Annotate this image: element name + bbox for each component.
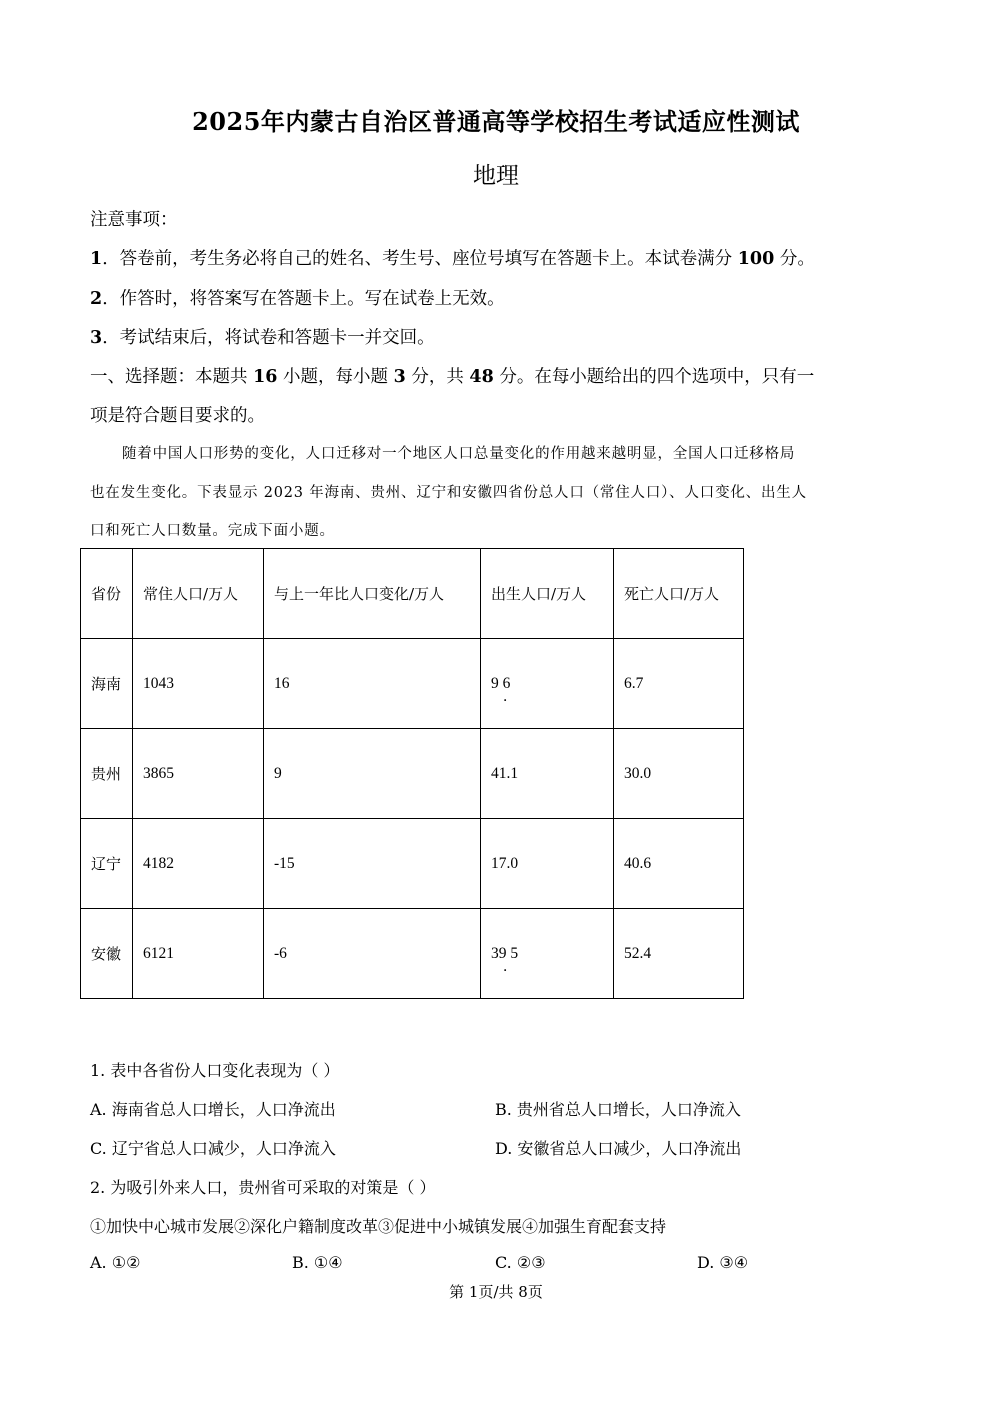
table-row: [81, 819, 744, 909]
cell-births: 39 5 ．: [481, 909, 614, 999]
table-row: [81, 909, 744, 999]
subject-title: 地理: [473, 163, 519, 189]
question-1-option-a[interactable]: A. 海南省总人口增长，人口净流出: [90, 1100, 336, 1119]
page-number: 第 1页/共 8页: [449, 1283, 543, 1301]
header-deaths: 死亡人口/万人: [614, 549, 744, 639]
question-1-option-d[interactable]: D. 安徽省总人口减少，人口净流出: [495, 1139, 742, 1158]
passage-line-2: 也在发生变化。下表显示 2023 年海南、贵州、辽宁和安徽四省份总人口（常住人口）、人口变化、出生人: [90, 485, 807, 501]
question-2-option-a[interactable]: A. ①②: [90, 1253, 141, 1272]
table-row: [81, 639, 744, 729]
page-title: 2025年内蒙古自治区普通高等学校招生考试适应性测试: [192, 107, 800, 136]
cell-population: 6121: [133, 909, 264, 999]
header-change: 与上一年比人口变化/万人: [264, 549, 481, 639]
section-instruction-line1: 一、选择题：本题共 16 小题，每小题 3 分，共 48 分。在每小题给出的四个选项中，只有一: [90, 367, 815, 387]
question-1-option-c[interactable]: C. 辽宁省总人口减少，人口净流入: [90, 1139, 336, 1158]
passage-line-3: 口和死亡人口数量。完成下面小题。: [90, 523, 335, 539]
cell-change: -15: [264, 819, 481, 909]
question-2-stem: 2. 为吸引外来人口，贵州省可采取的对策是（ ）: [90, 1178, 436, 1197]
cell-population: 1043: [133, 639, 264, 729]
cell-deaths: 6.7: [614, 639, 744, 729]
passage-line-1: 随着中国人口形势的变化，人口迁移对一个地区人口总量变化的作用越来越明显，全国人口迁移格局: [122, 446, 796, 462]
note-item-1: 1．答卷前，考生务必将自己的姓名、考生号、座位号填写在答题卡上。本试卷满分 100 分。: [90, 249, 815, 269]
cell-province: 安徽: [81, 909, 133, 999]
cell-births: 9 6 ．: [481, 639, 614, 729]
question-1-option-b[interactable]: B. 贵州省总人口增长，人口净流入: [495, 1100, 741, 1119]
question-2-option-b[interactable]: B. ①④: [292, 1253, 343, 1272]
cell-change: 9: [264, 729, 481, 819]
note-item-2: 2．作答时，将答案写在答题卡上。写在试卷上无效。: [90, 289, 505, 309]
header-province: 省份: [81, 549, 133, 639]
cell-deaths: 40.6: [614, 819, 744, 909]
question-1-stem: 1. 表中各省份人口变化表现为（ ）: [90, 1061, 340, 1080]
cell-deaths: 30.0: [614, 729, 744, 819]
question-2-option-c[interactable]: C. ②③: [495, 1253, 546, 1272]
cell-births: 17.0: [481, 819, 614, 909]
notes-heading: 注意事项：: [90, 210, 178, 230]
cell-change: -6: [264, 909, 481, 999]
note-item-3: 3．考试结束后，将试卷和答题卡一并交回。: [90, 328, 435, 348]
question-2-option-d[interactable]: D. ③④: [697, 1253, 749, 1272]
cell-province: 贵州: [81, 729, 133, 819]
header-population: 常住人口/万人: [133, 549, 264, 639]
cell-population: 4182: [133, 819, 264, 909]
cell-province: 辽宁: [81, 819, 133, 909]
cell-deaths: 52.4: [614, 909, 744, 999]
header-births: 出生人口/万人: [481, 549, 614, 639]
cell-births: 41.1: [481, 729, 614, 819]
population-table: [80, 548, 744, 999]
cell-province: 海南: [81, 639, 133, 729]
section-instruction-line2: 项是符合题目要求的。: [90, 406, 265, 426]
table-row: [81, 729, 744, 819]
table-header-row: [81, 549, 744, 639]
question-2-statements: ①加快中心城市发展②深化户籍制度改革③促进中小城镇发展④加强生育配套支持: [90, 1217, 667, 1236]
cell-population: 3865: [133, 729, 264, 819]
cell-change: 16: [264, 639, 481, 729]
